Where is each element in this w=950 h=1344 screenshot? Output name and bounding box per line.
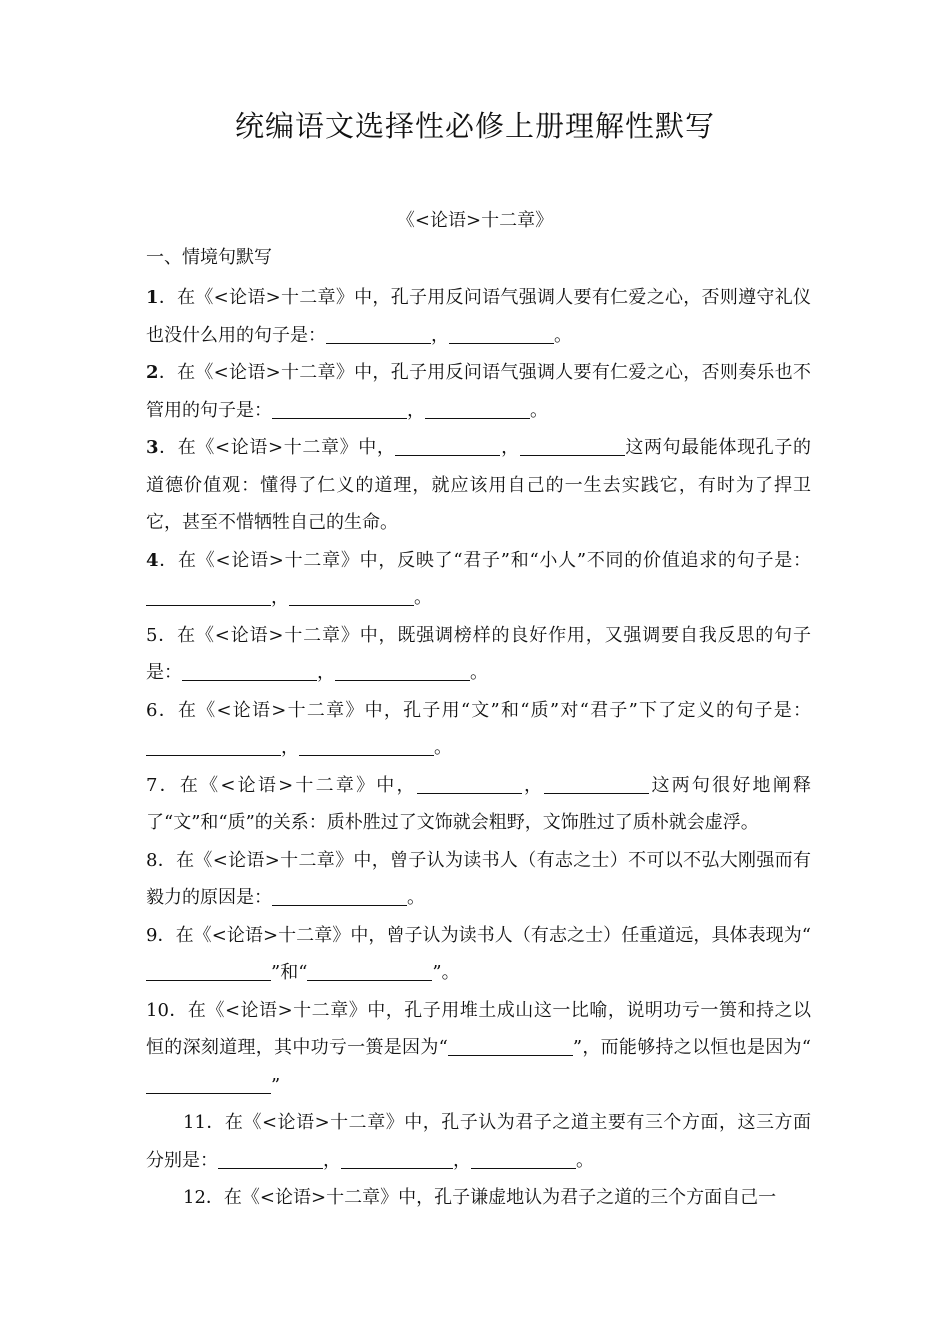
- chapter-title: 《<论语>十二章》: [396, 210, 554, 231]
- question-number: 9: [146, 924, 158, 946]
- answer-blank[interactable]: [448, 1037, 573, 1056]
- question-1: 1．在《<论语>十二章》中，孔子用反问语气强调人要有仁爱之心，否则遵守礼仪也没什么用的句子是： ， 。: [146, 287, 811, 346]
- question-number: 5: [146, 624, 158, 646]
- question-8: 8．在《<论语>十二章》中，曾子认为读书人（有志之士）不可以不弘大刚强而有毅力的原因是： 。: [146, 849, 811, 908]
- question-12: 12．在《<论语>十二章》中，孔子谦虚地认为君子之道的三个方面自己一: [183, 1187, 777, 1208]
- page-title: 统编语文选择性必修上册理解性默写: [234, 109, 715, 143]
- question-6: 6．在《<论语>十二章》中，孔子用“文”和“质”对“君子”下了定义的句子是：， 。: [146, 699, 811, 758]
- answer-blank[interactable]: [218, 1150, 323, 1169]
- question-5: 5．在《<论语>十二章》中，既强调榜样的良好作用，又强调要自我反思的句子是： ， 。: [146, 624, 811, 683]
- section-heading: 一、情境句默写: [146, 247, 272, 268]
- answer-blank[interactable]: [146, 737, 281, 756]
- answer-blank[interactable]: [146, 587, 271, 606]
- answer-blank[interactable]: [146, 962, 271, 981]
- question-number: 1: [146, 287, 159, 308]
- answer-blank[interactable]: [272, 887, 407, 906]
- answer-blank[interactable]: [395, 437, 500, 456]
- answer-blank[interactable]: [544, 775, 649, 794]
- question-number: 2: [146, 362, 159, 383]
- answer-blank[interactable]: [272, 400, 407, 419]
- question-number: 11: [183, 1112, 206, 1133]
- question-number: 12: [183, 1187, 206, 1208]
- question-number: 7: [146, 774, 158, 796]
- question-number: 3: [146, 437, 159, 458]
- question-number: 10: [146, 999, 169, 1021]
- answer-blank[interactable]: [417, 775, 522, 794]
- question-3: 3．在《<论语>十二章》中， ， 这两句最能体现孔子的道德价值观：懂得了仁义的道理，就应该用自己的一生去实践它，有时为了捍卫它，甚至不惜牺牲自己的生命。: [146, 437, 812, 533]
- answer-blank[interactable]: [289, 587, 414, 606]
- question-11: 11．在《<论语>十二章》中，孔子认为君子之道主要有三个方面，这三方面分别是： ， ， 。: [146, 1112, 811, 1171]
- question-7: 7．在《<论语>十二章》中， ， 这两句很好地阐释了“文”和“质”的关系：质朴胜过了文饰就会粗野，文饰胜过了质朴就会虚浮。: [146, 774, 812, 833]
- answer-blank[interactable]: [425, 400, 530, 419]
- question-number: 4: [146, 549, 159, 571]
- question-list: [146, 279, 811, 1217]
- answer-blank[interactable]: [341, 1150, 453, 1169]
- question-4: 4．在《<论语>十二章》中，反映了“君子”和“小人”不同的价值追求的句子是：， 。: [146, 549, 811, 608]
- answer-blank[interactable]: [326, 325, 431, 344]
- answer-blank[interactable]: [471, 1150, 576, 1169]
- answer-blank[interactable]: [146, 1075, 271, 1094]
- question-10: 10．在《<论语>十二章》中，孔子用堆土成山这一比喻，说明功亏一篑和持之以恒的深刻道理，其中功亏一篑是因为“ ”，而能够持之以恒也是因为“”: [146, 999, 812, 1096]
- answer-blank[interactable]: [182, 662, 317, 681]
- question-9: 9．在《<论语>十二章》中，曾子认为读书人（有志之士）任重道远，具体表现为“”和“ ”。: [146, 924, 811, 983]
- answer-blank[interactable]: [307, 962, 432, 981]
- question-number: 6: [146, 699, 158, 721]
- question-number: 8: [146, 849, 158, 871]
- answer-blank[interactable]: [520, 437, 625, 456]
- answer-blank[interactable]: [335, 662, 470, 681]
- question-2: 2．在《<论语>十二章》中，孔子用反问语气强调人要有仁爱之心，否则奏乐也不管用的句子是： ， 。: [146, 362, 811, 421]
- answer-blank[interactable]: [299, 737, 434, 756]
- answer-blank[interactable]: [449, 325, 554, 344]
